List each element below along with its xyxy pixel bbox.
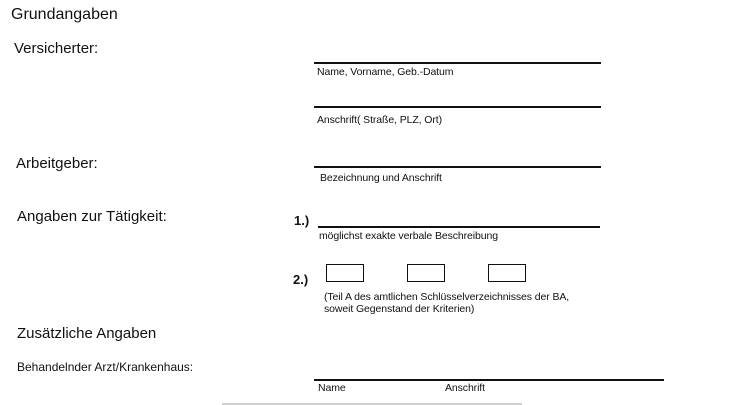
doctor-name-caption: Name [318, 382, 346, 394]
code-box-2[interactable] [407, 264, 445, 282]
code-caption-line1: (Teil A des amtlichen Schlüsselverzeichnisses der BA, [324, 291, 570, 303]
code-caption-line2: soweit Gegenstand der Kriterien) [324, 303, 475, 315]
insured-label: Versicherter: [14, 40, 99, 57]
activity-number-2: 2.) [293, 272, 309, 287]
insured-address-field[interactable] [314, 106, 601, 108]
employer-field[interactable] [314, 166, 601, 168]
employer-label: Arbeitgeber: [16, 155, 98, 172]
activity-description-caption: möglichst exakte verbale Beschreibung [319, 230, 498, 242]
additional-title: Zusätzliche Angaben [17, 325, 157, 342]
insured-address-caption: Anschrift( Straße, PLZ, Ort) [317, 114, 442, 126]
code-box-1[interactable] [326, 264, 364, 282]
activity-label: Angaben zur Tätigkeit: [17, 208, 167, 225]
code-box-3[interactable] [488, 264, 526, 282]
page-title: Grundangaben [11, 6, 118, 23]
insured-name-field[interactable] [314, 62, 601, 64]
employer-caption: Bezeichnung und Anschrift [320, 172, 442, 184]
doctor-field[interactable] [314, 379, 664, 381]
activity-description-field[interactable] [318, 226, 600, 228]
doctor-label: Behandelnder Arzt/Krankenhaus: [17, 360, 194, 374]
insured-name-caption: Name, Vorname, Geb.-Datum [317, 66, 454, 78]
doctor-address-caption: Anschrift [445, 382, 485, 394]
activity-number-1: 1.) [294, 213, 310, 228]
